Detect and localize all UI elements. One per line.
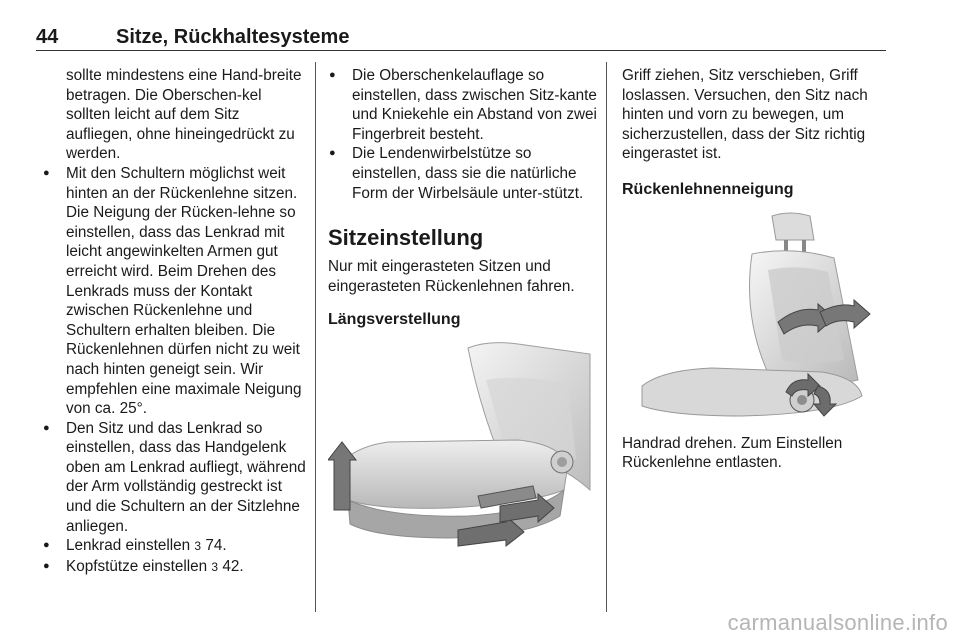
page-ref-link[interactable]: 74.: [205, 537, 227, 555]
bullet-item: ● Die Lendenwirbelstütze so einstellen, dass sie die natürliche Form der Wirbelsäule unter-stützt.: [328, 144, 600, 203]
section-heading: Sitzeinstellung: [328, 225, 484, 251]
intro-text: Nur mit eingerasteten Sitzen und eingerasteten Rückenlehnen fahren.: [328, 258, 575, 295]
page-number: 44: [36, 26, 59, 48]
subheading-laengsverstellung: Längsverstellung: [328, 311, 461, 329]
ref-arrow-icon: 3: [194, 539, 202, 554]
bullet-text: Kopfstütze einstellen: [66, 557, 208, 575]
column-1: [42, 66, 310, 577]
bullet-item-ref: [42, 557, 310, 578]
column-2: [328, 66, 600, 556]
seat-slide-svg: [328, 340, 594, 556]
column-3: [622, 66, 890, 473]
page-ref-link[interactable]: 42.: [222, 557, 244, 575]
seat-slide-illustration: [328, 340, 594, 556]
header-rule: [36, 50, 886, 51]
bullet-item: ● Die Oberschenkelauflage so einstellen, dass zwischen Sitz-kante und Kniekehle ein Abstand von zwei Fingerbreit besteht.: [328, 66, 600, 144]
watermark: carmanualsonline.info: [727, 610, 948, 635]
continuation-text: sollte mindestens eine Hand-breite betragen. Die Oberschen-kel sollten leicht auf dem Sitz aufliegen, ohne hineingedrückt zu werden.: [66, 67, 302, 163]
figure-caption: Handrad drehen. Zum Einstellen Rückenlehne entlasten.: [622, 434, 843, 472]
bullet-text: Lenkrad einstellen: [66, 537, 191, 555]
subheading-rueckenlehnenneigung: Rückenlehnenneigung: [622, 180, 794, 198]
ref-arrow-icon: 3: [211, 559, 219, 574]
column-divider-1: [315, 62, 316, 612]
bullet-item: ● Den Sitz und das Lenkrad so einstellen, dass das Handgelenk oben am Lenkrad aufliegt, während der Arm vollständig gestreckt ist und die Schultern an der Sitzlehne anliegen.: [42, 419, 310, 537]
chapter-title: Sitze, Rückhaltesysteme: [116, 26, 350, 48]
instruction-text: Griff ziehen, Sitz verschieben, Griff loslassen. Versuchen, den Sitz nach hinten und vorn zu bewegen, um sicherzustellen, dass der Sitz richtig eingerastet ist.: [622, 67, 868, 163]
backrest-tilt-illustration: [622, 210, 884, 422]
bullet-item-ref: [42, 536, 310, 557]
column-divider-2: [606, 62, 607, 612]
backrest-tilt-svg: [622, 210, 884, 422]
bullet-item: ● Mit den Schultern möglichst weit hinten an der Rückenlehne sitzen. Die Neigung der Rücken-lehne so einstellen, dass das Lenkrad mit leicht angewinkelten Armen gut erreicht wird. Beim Drehen des Lenkrads muss der Kontakt zwischen Rückenlehne und Schultern erhalten bleiben. Die Rückenlehnen dürfen nicht zu weit nach hinten geneigt sein. Wir empfehlen eine maximale Neigung von ca. 25°.: [42, 164, 310, 419]
page-header: [36, 26, 886, 52]
